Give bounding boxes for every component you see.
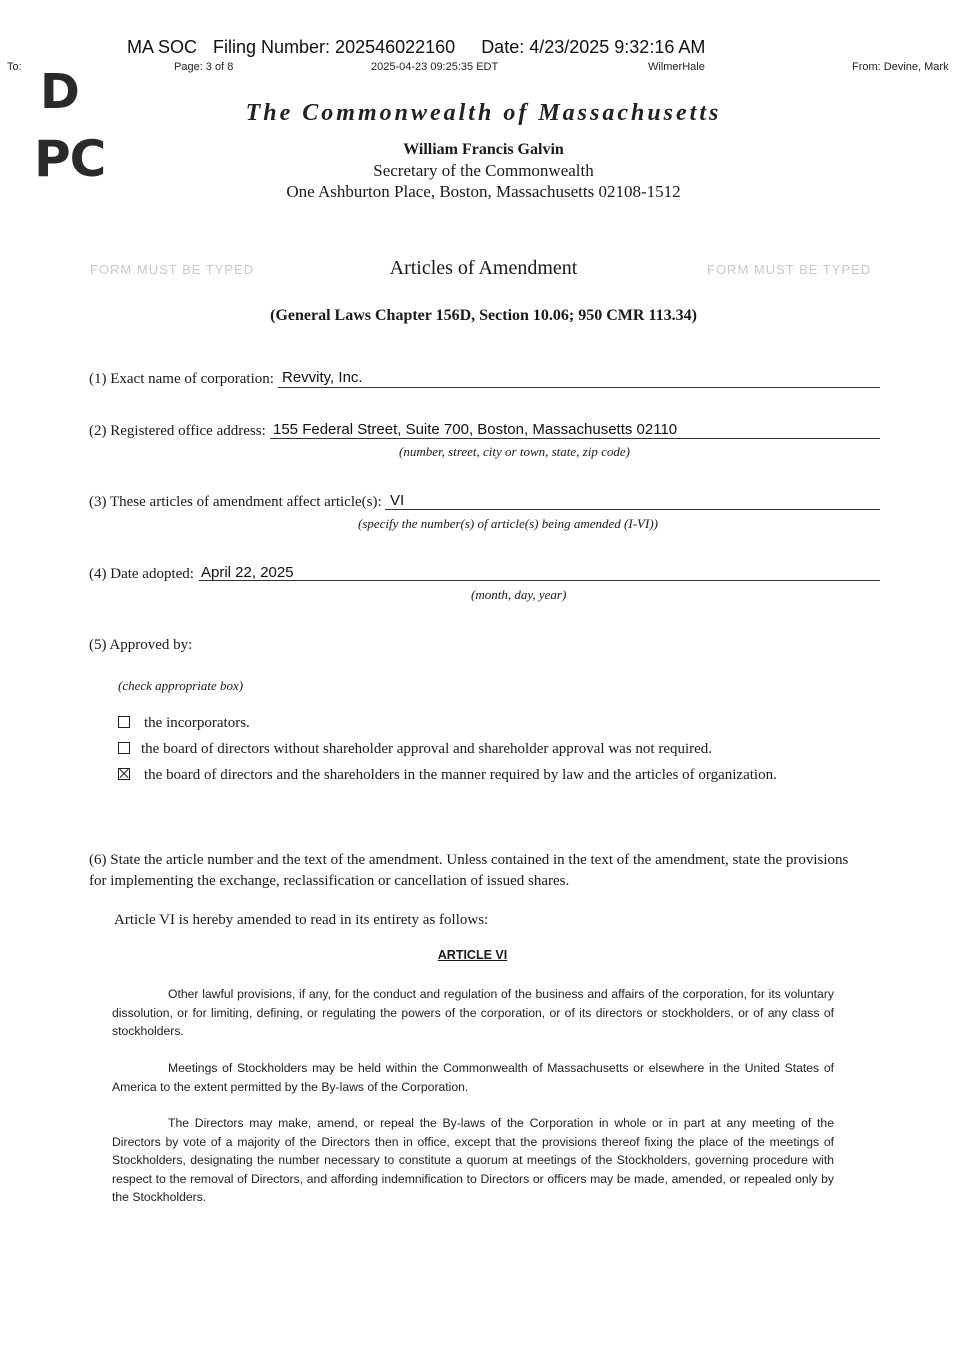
approval-option-board-and-shareholders: the board of directors and the shareholders in the manner required by law and the articles of organization.: [144, 767, 777, 783]
date-label: (4) Date adopted:: [89, 566, 194, 582]
approved-label: (5) Approved by:: [89, 637, 193, 653]
approval-checkbox-board-only[interactable]: [118, 742, 130, 754]
fax-sender-firm: WilmerHale: [648, 61, 705, 73]
corp-name-label: (1) Exact name of corporation:: [89, 371, 274, 387]
statute-reference: (General Laws Chapter 156D, Section 10.06; 950 CMR 113.34): [270, 307, 697, 324]
commonwealth-title: The Commonwealth of Massachusetts: [245, 100, 722, 126]
filing-date: Date: 4/23/2025 9:32:16 AM: [481, 37, 706, 57]
fax-to: To:: [7, 61, 22, 73]
amendment-intro: Article VI is hereby amended to read in its entirety as follows:: [114, 912, 489, 928]
secretary-title: Secretary of the Commonwealth: [373, 161, 594, 180]
fax-sent-time: 2025-04-23 09:25:35 EDT: [371, 61, 499, 73]
corp-name-value: Revvity, Inc.: [282, 369, 363, 386]
form-title: Articles of Amendment: [389, 257, 578, 279]
fax-from: From: Devine, Mark: [852, 61, 949, 73]
approval-option-board-only: the board of directors without shareholder approval and shareholder approval was not required.: [141, 741, 713, 757]
article-paragraph-3: The Directors may make, amend, or repeal the By-laws of the Corporation in whole or in part at any meeting of the Directors by vote of a majority of the Directors then in office, except that the provisions thereof fixing the place of the meetings of Stockholders, designating the number necessary to constitute a quorum at meetings of the Stockholders, governing procedure with respect to the removal of Directors, and affording indemnification to Directors or officers may be made, amended, or repealed only by the Stockholders.: [112, 1116, 834, 1204]
approval-checkbox-board-and-shareholders[interactable]: [118, 768, 130, 780]
approval-option-incorporators: the incorporators.: [144, 715, 250, 731]
articles-hint: (specify the number(s) of article(s) being amended (I-VI)): [358, 516, 658, 531]
section6-instruction-line1: (6) State the article number and the text of the amendment. Unless contained in the text of the amendment, state the provisions: [89, 852, 849, 868]
form-must-be-typed-left: FORM MUST BE TYPED: [90, 262, 255, 277]
approved-hint: (check appropriate box): [118, 678, 244, 693]
fax-page: Page: 3 of 8: [174, 61, 234, 73]
articles-value: VI: [390, 492, 405, 509]
article-heading: ARTICLE VI: [437, 948, 508, 962]
date-line: [199, 580, 880, 581]
stamp-d: D: [40, 64, 79, 120]
date-hint: (month, day, year): [471, 587, 567, 602]
articles-line: [385, 509, 880, 510]
filing-header: [127, 37, 721, 58]
office-address: One Ashburton Place, Boston, Massachusetts 02108-1512: [286, 182, 681, 201]
office-value: 155 Federal Street, Suite 700, Boston, Massachusetts 02110: [273, 421, 678, 438]
secretary-name: William Francis Galvin: [403, 141, 564, 158]
article-paragraph-1: Other lawful provisions, if any, for the conduct and regulation of the business and affairs of the corporation, for its voluntary dissolution, or for limiting, defining, or regulating the powers of the corporation, or of its directors or stockholders, or of any class of stockholders.: [112, 987, 834, 1038]
corp-name-line: [278, 387, 880, 388]
date-value: April 22, 2025: [201, 564, 294, 581]
office-hint: (number, street, city or town, state, zip code): [399, 444, 630, 459]
stamp-pc: PC: [34, 130, 106, 188]
filing-number: Filing Number: 202546022160: [213, 37, 456, 57]
office-label: (2) Registered office address:: [89, 423, 266, 439]
article-paragraph-2: Meetings of Stockholders may be held within the Commonwealth of Massachusetts or elsewhere in the United States of America to the extent permitted by the By-laws of the Corporation.: [112, 1061, 834, 1094]
approval-checkbox-incorporators[interactable]: [118, 716, 130, 728]
office-line: [270, 438, 880, 439]
filing-title: MA SOC: [127, 37, 198, 57]
articles-label: (3) These articles of amendment affect article(s):: [89, 494, 382, 510]
section6-instruction-line2: for implementing the exchange, reclassification or cancellation of issued shares.: [89, 873, 570, 889]
form-must-be-typed-right: FORM MUST BE TYPED: [707, 262, 872, 277]
